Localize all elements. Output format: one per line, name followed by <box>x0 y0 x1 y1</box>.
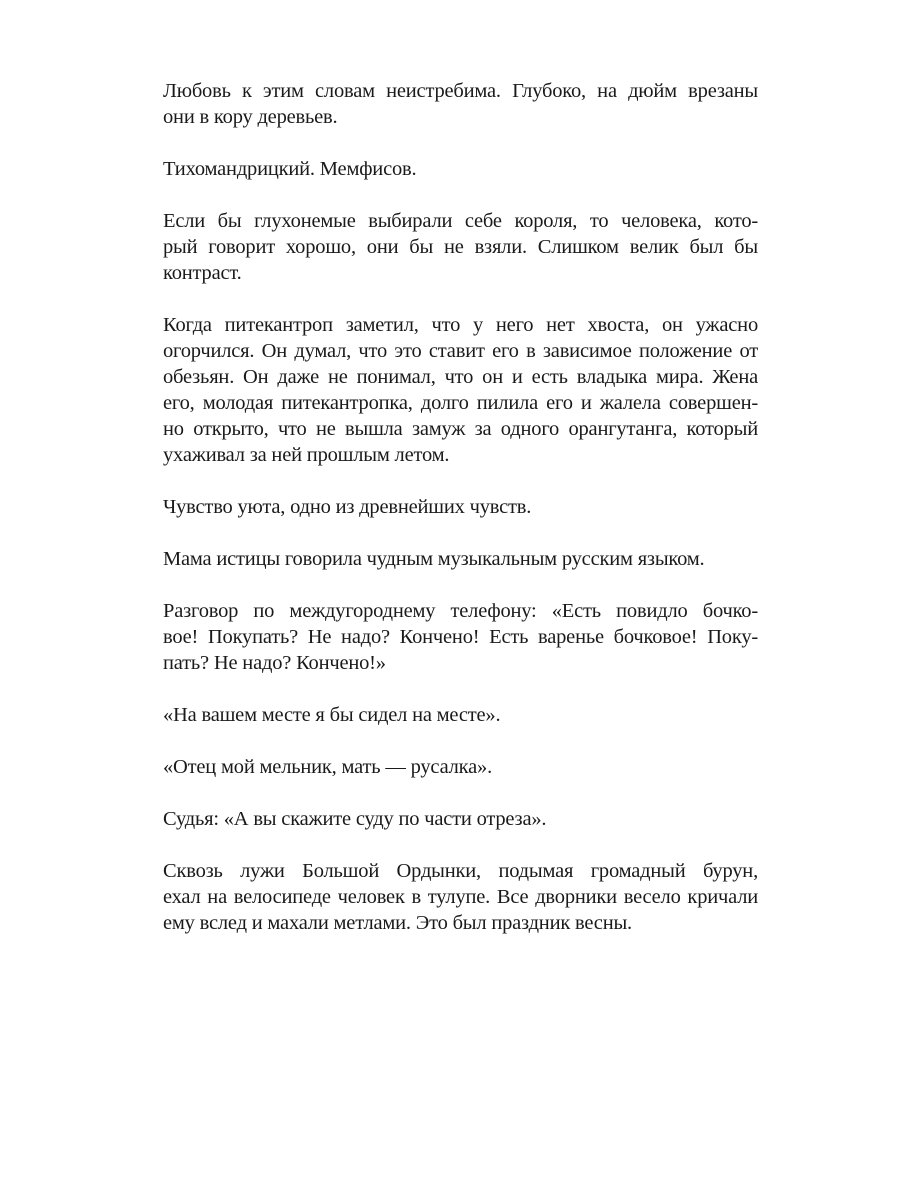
document-page <box>135 78 758 962</box>
text-line: они в кору деревьев. <box>163 106 338 128</box>
paragraph-phone-call <box>135 598 758 676</box>
text-line: рый говорит хорошо, они бы не взяли. Слишком велик был бы <box>163 236 758 258</box>
text-line: Сквозь лужи Большой Ордынки, подымая громадный бурун, <box>163 860 758 882</box>
paragraph-deaf-king <box>135 208 758 286</box>
text-line: пать? Не надо? Кончено!» <box>163 652 386 674</box>
paragraph-judge <box>135 806 758 832</box>
text-line: Мама истицы говорила чудным музыкальным русским языком. <box>163 548 705 570</box>
paragraph-love-words <box>135 78 758 130</box>
text-line: ухаживал за ней прошлым летом. <box>163 444 450 466</box>
text-line: огорчился. Он думал, что это ставит его в зависимое положение от <box>163 340 758 362</box>
text-line: обезьян. Он даже не понимал, что он и есть владыка мира. Жена <box>163 366 758 388</box>
text-line: Судья: «А вы скажите суду по части отреза». <box>163 808 547 830</box>
text-line: его, молодая питекантропка, долго пилила его и жалела совершен- <box>163 392 758 414</box>
paragraph-plaintiff-mother <box>135 546 758 572</box>
paragraph-names <box>135 156 758 182</box>
text-line: Если бы глухонемые выбирали себе короля, то человека, кото- <box>163 210 758 232</box>
paragraph-miller-father <box>135 754 758 780</box>
text-line: «Отец мой мельник, мать — русалка». <box>163 756 492 778</box>
text-line: Когда питекантроп заметил, что у него нет хвоста, он ужасно <box>163 314 758 336</box>
text-line: но открыто, что не вышла замуж за одного орангутанга, который <box>163 418 758 440</box>
text-line: вое! Покупать? Не надо? Кончено! Есть варенье бочковое! Поку- <box>163 626 758 648</box>
text-line: Тихомандрицкий. Мемфисов. <box>163 158 417 180</box>
text-line: ему вслед и махали метлами. Это был праздник весны. <box>163 912 632 934</box>
paragraph-your-place <box>135 702 758 728</box>
paragraph-pithecanthropus <box>135 312 758 468</box>
paragraph-spring-holiday <box>135 858 758 936</box>
text-line: Любовь к этим словам неистребима. Глубоко, на дюйм врезаны <box>163 80 758 102</box>
text-line: Чувство уюта, одно из древнейших чувств. <box>163 496 532 518</box>
text-line: контраст. <box>163 262 242 284</box>
text-line: «На вашем месте я бы сидел на месте». <box>163 704 501 726</box>
text-line: ехал на велосипеде человек в тулупе. Все дворники весело кричали <box>163 886 758 908</box>
text-line: Разговор по междугороднему телефону: «Есть повидло бочко- <box>163 600 758 622</box>
paragraph-coziness <box>135 494 758 520</box>
